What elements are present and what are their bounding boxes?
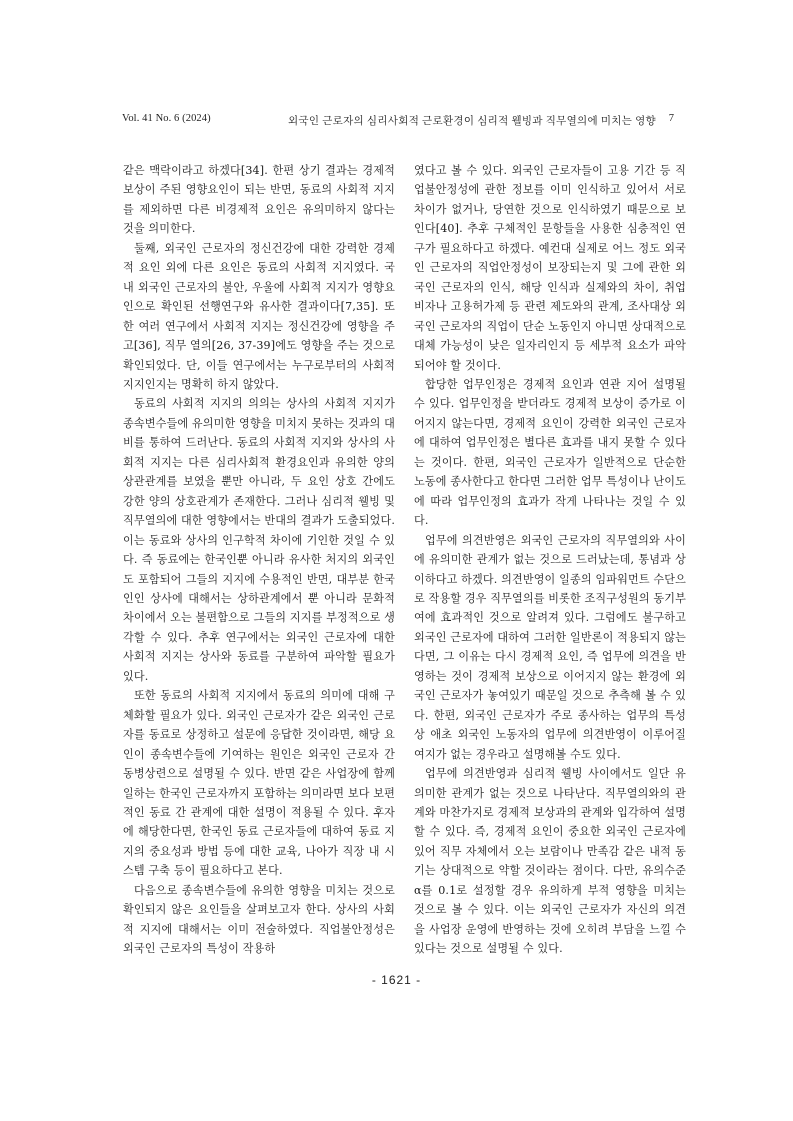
paragraph: 였다고 볼 수 있다. 외국인 근로자들이 고용 기간 등 직업불안정성에 관한 정보를 이미 인식하고 있어서 서로 차이가 없거나, 당연한 것으로 인식하였기 때문으로 보인다[40]. 추후 구체적인 문항들을 사용한 심층적인 연구가 필요하다고 하겠다. 예컨대 실제로 어느 정도 외국인 근로자의 직업안정성이 보장되는지 및 그에 관한 외국인 근로자의 인식, 해당 인식과 실제와의 차이, 취업비자나 고용허가제 등 관련 제도와의 관계, 조사대상 외국인 근로자의 직업이 단순 노동인지 아니면 상대적으로 대체 가능성이 낮은 일자리인지 등 세부적 요소가 파악되어야 할 것이다.	[414, 164, 686, 372]
right-column	[414, 161, 686, 959]
left-column	[123, 161, 395, 959]
paragraph: 다음으로 종속변수들에 유의한 영향을 미치는 것으로 확인되지 않은 요인들을 살펴보고자 한다. 상사의 사회적 지지에 대해서는 이미 전술하였다. 직업불안정성은 외국인 근로자의 특성이 작용하	[123, 883, 395, 956]
paragraph: 업무에 의견반영은 외국인 근로자의 직무열의와 사이에 유의미한 관계가 없는 것으로 드러났는데, 통념과 상이하다고 하겠다. 의견반영이 일종의 임파워먼트 수단으로 작용할 경우 직무열의를 비롯한 조직구성원의 동기부여에 효과적인 것으로 알려져 있다. 그럼에도 불구하고 외국인 근로자에 대하여 그러한 일반론이 적용되지 않는다면, 그 이유는 다시 경제적 요인, 즉 업무에 의견을 반영하는 것이 경제적 보상으로 이어지지 않는 환경에 외국인 근로자가 놓여있기 때문일 것으로 추측해 볼 수 있다. 한편, 외국인 근로자가 주로 종사하는 업무의 특성상 애초 외국인 노동자의 업무에 의견반영이 이루어질 여지가 없는 경우라고 설명해볼 수도 있다.	[414, 533, 686, 761]
paragraph: 업무에 의견반영과 심리적 웰빙 사이에서도 일단 유의미한 관계가 없는 것으로 나타난다. 직무열의와의 관계와 마찬가지로 경제적 보상과의 관계와 입각하여 설명할 수 있다. 즉, 경제적 요인이 중요한 외국인 근로자에 있어 직무 자체에서 오는 보람이나 만족감 같은 내적 동기는 상대적으로 약할 것이라는 점이다. 다만, 유의수준 α를 0.1로 설정할 경우 유의하게 부적 영향을 미치는 것으로 볼 수 있다. 이는 외국인 근로자가 자신의 의견을 사업장 운영에 반영하는 것에 오히려 부담을 느낄 수 있다는 것으로 설명될 수 있다.	[414, 767, 686, 956]
journal-volume: Vol. 41 No. 6 (2024)	[122, 113, 211, 124]
paragraph: 둘째, 외국인 근로자의 정신건강에 대한 강력한 경제적 요인 외에 다른 요인은 동료의 사회적 지지였다. 국내 외국인 근로자의 불안, 우울에 사회적 지지가 영향요인으로 확인된 선행연구와 유사한 결과이다[7,35]. 또한 여러 연구에서 사회적 지지는 정신건강에 영향을 주고[36], 직무 열의[26, 37-39]에도 영향을 주는 것으로 확인되었다. 단, 이들 연구에서는 누구로부터의 사회적 지지인지는 명확히 하지 않았다.	[123, 241, 395, 391]
page-number-footer: - 1621 -	[371, 973, 422, 987]
header-page-number: 7	[668, 113, 674, 124]
paragraph: 또한 동료의 사회적 지지에서 동료의 의미에 대해 구체화할 필요가 있다. 외국인 근로자가 같은 외국인 근로자를 동료로 상정하고 설문에 응답한 것이라면, 해당 요인이 종속변수들에 기여하는 원인은 외국인 근로자 간 동병상련으로 설명될 수 있다. 반면 같은 사업장에 함께 일하는 한국인 근로자까지 포함하는 의미라면 보다 보편적인 동료 간 관계에 대한 설명이 적용될 수 있다. 후자에 해당한다면, 한국인 동료 근로자들에 대하여 동료 지지의 중요성과 방법 등에 대한 교육, 나아가 직장 내 시스템 구축 등이 필요하다고 본다.	[123, 689, 395, 878]
paragraph: 합당한 업무인정은 경제적 요인과 연관 지어 설명될 수 있다. 업무인정을 받더라도 경제적 보상이 증가로 이어지지 않는다면, 경제적 요인이 강력한 외국인 근로자에 대하여 업무인정은 별다른 효과를 내지 못할 수 있다는 것이다. 한편, 외국인 근로자가 일반적으로 단순한 노동에 종사한다고 한다면 그러한 업무 특성이나 난이도에 따라 업무인정의 효과가 작게 나타나는 것일 수 있다.	[414, 377, 686, 528]
paragraph: 동료의 사회적 지지의 의의는 상사의 사회적 지지가 종속변수들에 유의미한 영향을 미치지 못하는 것과의 대비를 통하여 드러난다. 동료의 사회적 지지와 상사의 사회적 지지는 다른 심리사회적 환경요인과 유의한 양의 상관관계를 보였을 뿐만 아니라, 두 요인 상호 간에도 강한 양의 상호관계가 존재한다. 그러나 심리적 웰빙 및 직무열의에 대한 영향에서는 반대의 결과가 도출되었다. 이는 동료와 상사의 인구학적 차이에 기인한 것일 수 있다. 즉 동료에는 한국인뿐 아니라 유사한 처지의 외국인도 포함되어 그들의 지지에 수용적인 반면, 대부분 한국인인 상사에 대해서는 상하관계에서 뿐 아니라 문화적 차이에서 오는 불편함으로 그들의 지지를 부정적으로 생각할 수 있다. 추후 연구에서는 외국인 근로자에 대한 사회적 지지는 상사와 동료를 구분하여 파악할 필요가 있다.	[123, 397, 395, 683]
paragraph: 같은 맥락이라고 하겠다[34]. 한편 상기 결과는 경제적 보상이 주된 영향요인이 되는 반면, 동료의 사회적 지지를 제외하면 다른 비경제적 요인은 유의미하지 않다는 것을 의미한다.	[123, 164, 395, 236]
running-header	[122, 113, 674, 129]
running-title: 외국인 근로자의 심리사회적 근로환경이 심리적 웰빙과 직무열의에 미치는 영향	[287, 116, 656, 127]
